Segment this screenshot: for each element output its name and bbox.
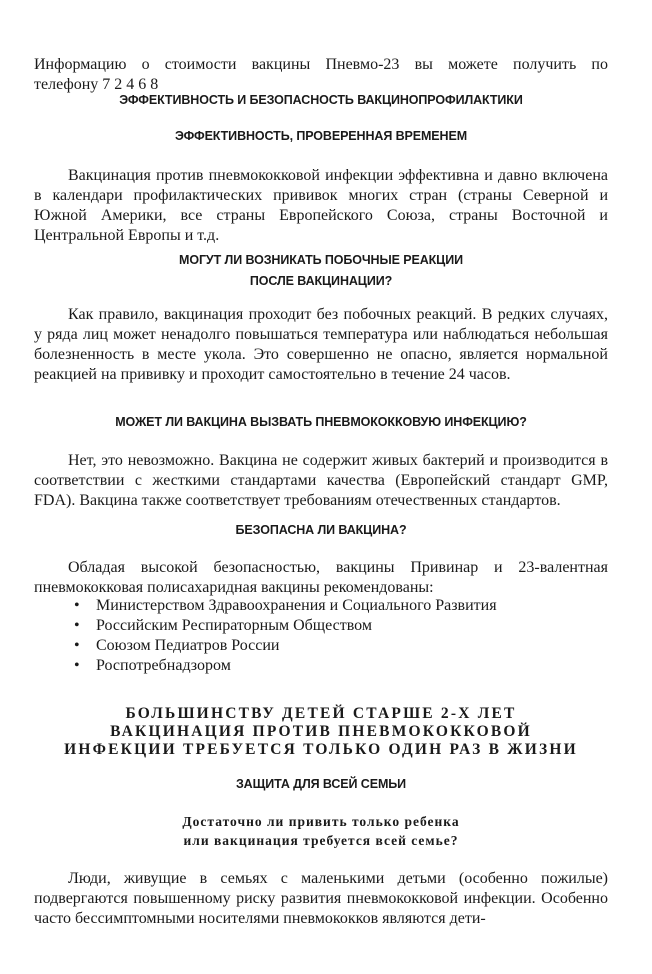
big-heading-line-1: БОЛЬШИНСТВУ ДЕТЕЙ СТАРШЕ 2-Х ЛЕТ: [125, 705, 517, 722]
cause-infection-paragraph: Нет, это невозможно. Вакцина не содержит живых бактерий и производится в соответствии с жесткими стандартами качества (Европейский стандарт GMP, FDA). Вакцина также соответствует требованиям отечественных стандартов.: [34, 452, 608, 509]
big-heading-line-3: ИНФЕКЦИИ ТРЕБУЕТСЯ ТОЛЬКО ОДИН РАЗ В ЖИЗНИ: [64, 741, 578, 758]
list-item: • Союзом Педиатров России: [34, 636, 594, 656]
family-heading: ЗАЩИТА ДЛЯ ВСЕЙ СЕМЬИ: [235, 777, 407, 791]
side-effects-paragraph: Как правило, вакцинация проходит без побочных реакций. В редких случаях, у ряда лиц может ненадолго повышаться температура или наблюдаться небольшая болезненность в месте укола. Это совершенно не опасно, является нормальной реакцией на прививку и проходит самостоятельно в течение 24 часов.: [34, 306, 608, 383]
family-question-line-1: Достаточно ли привить только ребенка: [182, 814, 460, 829]
side-effects-heading-line-1: МОГУТ ЛИ ВОЗНИКАТЬ ПОБОЧНЫЕ РЕАКЦИИ: [179, 253, 463, 267]
time-tested-paragraph: Вакцинация против пневмококковой инфекции эффективна и давно включена в календари профилактических прививок многих стран (страны Северной и Южной Америки, все страны Европейского Союза, страны Восточной и Центральной Европы и т.д.: [34, 167, 608, 244]
intro-line-2: телефону 7 2 4 6 8: [34, 76, 159, 93]
recommenders-list: [34, 596, 594, 676]
cause-infection-heading: МОЖЕТ ЛИ ВАКЦИНА ВЫЗВАТЬ ПНЕВМОКОККОВУЮ ИНФЕКЦИЮ?: [115, 415, 527, 429]
list-item: • Министерством Здравоохранения и Социального Развития: [34, 596, 594, 616]
time-tested-heading: ЭФФЕКТИВНОСТЬ, ПРОВЕРЕННАЯ ВРЕМЕНЕМ: [174, 129, 468, 143]
safety-paragraph: Обладая высокой безопасностью, вакцины Привинар и 23-валентная пневмококковая полисахаридная вакцины рекомендованы:: [34, 559, 608, 596]
side-effects-heading-line-2: ПОСЛЕ ВАКЦИНАЦИИ?: [249, 274, 393, 288]
safety-heading: БЕЗОПАСНА ЛИ ВАКЦИНА?: [235, 523, 407, 537]
list-item: • Роспотребнадзором: [34, 656, 594, 676]
intro-line-1: Информацию о стоимости вакцины Пневмо-23 вы можете получить по: [34, 56, 608, 73]
family-question-line-2: или вакцинация требуется всей семье?: [183, 833, 459, 848]
list-item: • Российским Респираторным Обществом: [34, 616, 594, 636]
family-paragraph: Люди, живущие в семьях с маленькими детьми (особенно пожилые) подвергаются повышенному риску развития пневмококковой инфекции. Особенно часто бессимптомными носителями пневмококков являются дети-: [34, 870, 608, 927]
big-heading-line-2: ВАКЦИНАЦИЯ ПРОТИВ ПНЕВМОКОККОВОЙ: [110, 723, 532, 740]
main-heading: ЭФФЕКТИВНОСТЬ И БЕЗОПАСНОСТЬ ВАКЦИНОПРОФИЛАКТИКИ: [119, 93, 523, 107]
